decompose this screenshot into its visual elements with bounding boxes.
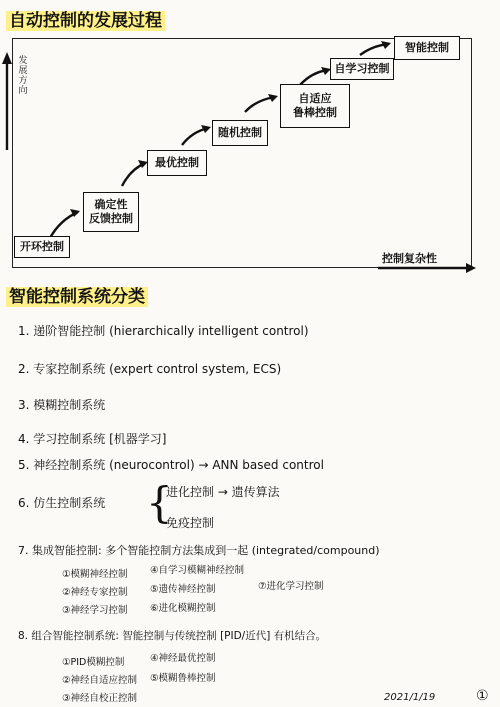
- list-item-2: 2. 专家控制系统 (expert control system, ECS): [18, 362, 282, 376]
- list-item-6: 6. 仿生控制系统: [18, 496, 106, 510]
- list-item-3: 3. 模糊控制系统: [18, 398, 106, 412]
- sub-item-8-3: ③神经自校正控制: [62, 693, 138, 704]
- sub-item-7-2: ②神经专家控制: [62, 587, 128, 598]
- page-number: ①: [476, 688, 489, 704]
- sub-item-8-2: ②神经自适应控制: [62, 675, 138, 686]
- date-stamp: 2021/1/19: [384, 692, 436, 703]
- list-item-5: 5. 神经控制系统 (neurocontrol) → ANN based control: [18, 458, 324, 472]
- sub-item-7-5: ⑤遗传神经控制: [150, 584, 216, 595]
- sub-item-8-1: ①PID模糊控制: [62, 657, 125, 668]
- sub-item-8-5: ⑤模糊鲁棒控制: [150, 673, 216, 684]
- step-intelligent: 智能控制: [394, 36, 460, 60]
- list-item-7: 7. 集成智能控制: 多个智能控制方法集成到一起 (integrated/compound): [18, 544, 380, 557]
- section-title-classification: 智能控制系统分类: [6, 282, 148, 307]
- sub-item-7-7: ⑦进化学习控制: [258, 581, 324, 592]
- list-item-8: 8. 组合智能控制系统: 智能控制与传统控制 [PID/近代] 有机结合。: [18, 630, 327, 642]
- list-item-1: 1. 递阶智能控制 (hierarchically intelligent control): [18, 324, 309, 338]
- sub-item-7-4: ④自学习模糊神经控制: [150, 565, 245, 576]
- sub-item-7-6: ⑥进化模糊控制: [150, 603, 216, 614]
- list-item-6a: 进化控制 → 遗传算法: [166, 485, 280, 499]
- step-open-loop: 开环控制: [14, 236, 70, 258]
- x-axis-label: 控制复杂性: [382, 252, 437, 265]
- step-deterministic-feedback: 确定性 反馈控制: [83, 192, 139, 232]
- step-adaptive-robust: 自适应 鲁棒控制: [280, 84, 350, 128]
- step-arrow-4: [245, 97, 275, 112]
- section-title-development: 自动控制的发展过程: [6, 6, 165, 31]
- step-stochastic: 随机控制: [212, 120, 268, 146]
- sub-item-7-1: ①模糊神经控制: [62, 569, 128, 580]
- sub-item-8-4: ④神经最优控制: [150, 653, 216, 664]
- brace: {: [146, 478, 173, 527]
- step-optimal: 最优控制: [147, 150, 207, 176]
- list-item-4: 4. 学习控制系统 [机器学习]: [18, 432, 167, 446]
- y-axis-label: 发展方向: [18, 56, 28, 96]
- step-self-learning: 自学习控制: [330, 58, 394, 80]
- sub-item-7-3: ③神经学习控制: [62, 605, 128, 616]
- list-item-6b: 免疫控制: [166, 516, 215, 530]
